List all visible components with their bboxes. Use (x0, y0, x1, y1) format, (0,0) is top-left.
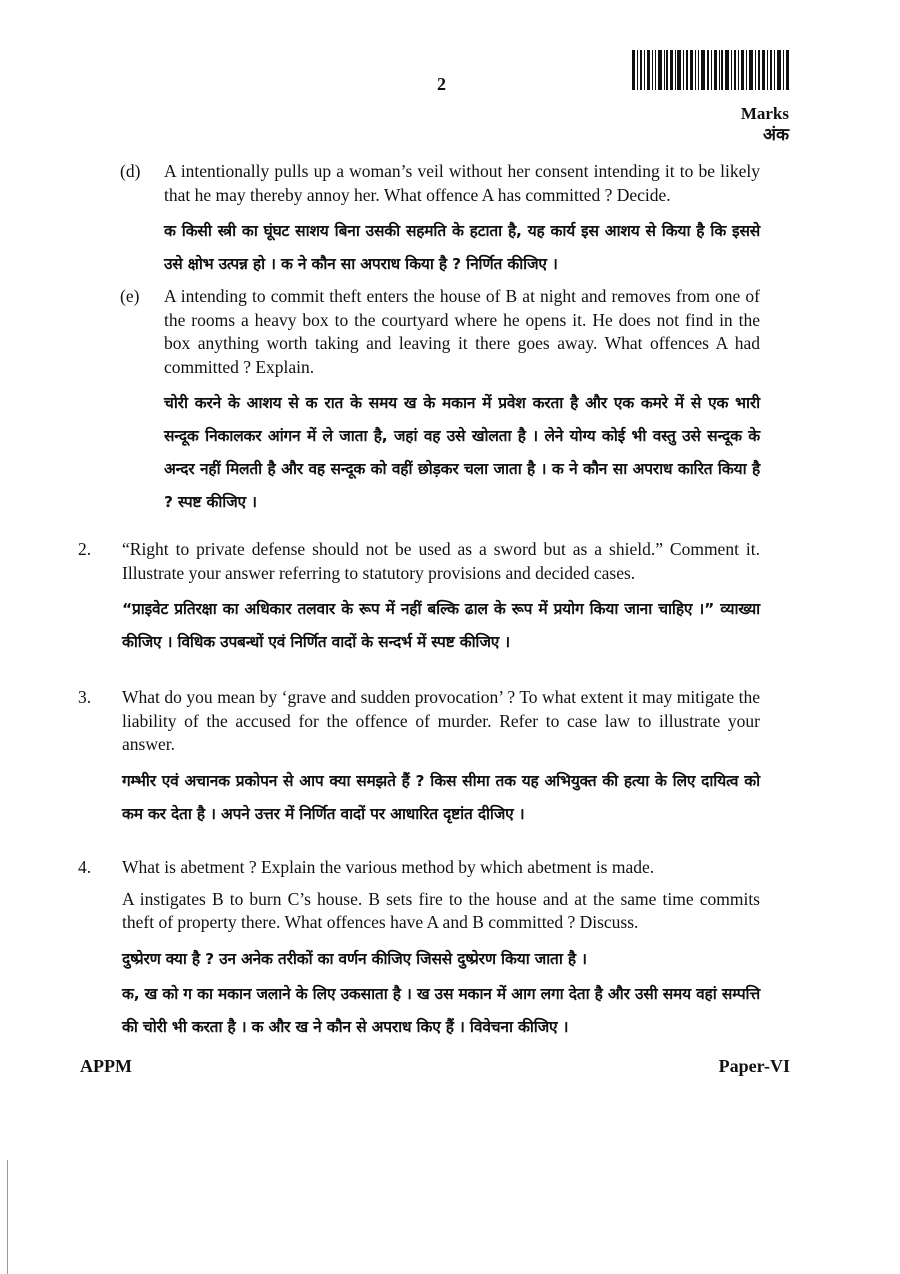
question-text-en: A intending to commit theft enters the house of B at night and removes from one of the rooms a heavy box to the courtyard where he opens it. He does not find in the box anything worth taking and leaving it there goes away. What offences A had committed ? Explain. (164, 286, 760, 377)
page-number: 2 (437, 74, 446, 94)
question-number: 4. (78, 857, 92, 877)
question-text-hi: चोरी करने के आशय से क रात के समय ख के मकान में प्रवेश करता है और एक कमरे में से एक भारी सन्दूक निकालकर आंगन में ले जाता है, जहां वह उसे खोलता है । लेने योग्य कोई भी वस्तु उसे सन्दूक के अन्दर नहीं मिलती है और वह सन्दूक को वहीं छोड़कर चला जाता है । क ने कौन सा अपराध कारित किया है ? स्पष्ट कीजिए । (164, 394, 760, 511)
question-label: (d) (120, 161, 141, 181)
scan-edge-line (7, 1160, 8, 1274)
question-number: 2. (78, 539, 92, 559)
question-label: (e) (120, 286, 140, 306)
question-text-hi: गम्भीर एवं अचानक प्रकोपन से आप क्या समझते हैं ? किस सीमा तक यह अभियुक्त की हत्या के लिए दायित्व को कम कर देता है । अपने उत्तर में निर्णित वादों पर आधारित दृष्टांत दीजिए । (122, 771, 760, 823)
question-text-hi: दुष्प्रेरण क्या है ? उन अनेक तरीकों का वर्णन कीजिए जिससे दुष्प्रेरण किया जाता है । (122, 949, 587, 968)
marks-label-hi: अंक (762, 125, 789, 144)
question-text-hi: “प्राइवेट प्रतिरक्षा का अधिकार तलवार के रूप में नहीं बल्कि ढाल के रूप में प्रयोग किया जाना चाहिए ।” व्याख्या कीजिए । विधिक उपबन्धों एवं निर्णित वादों के सन्दर्भ में स्पष्ट कीजिए । (122, 600, 760, 651)
footer-paper: Paper-VI (718, 1056, 790, 1076)
question-text-en: “Right to private defense should not be used as a sword but as a shield.” Comment it. Illustrate your answer referring to statutory provisions and decided cases. (122, 539, 760, 583)
footer-code: APPM (80, 1056, 132, 1076)
marks-header (741, 103, 789, 145)
question-text-en: What is abetment ? Explain the various method by which abetment is made. (122, 857, 655, 877)
question-number: 3. (78, 687, 92, 707)
question-illustration-en: A instigates B to burn C’s house. B sets fire to the house and at the same time commits theft of property there. What offences have A and B committed ? Discuss. (122, 888, 760, 932)
marks-label-en: Marks (740, 104, 789, 123)
question-text-en: What do you mean by ‘grave and sudden provocation’ ? To what extent it may mitigate the liability of the accused for the offence of murder. Refer to case law to illustrate your answer. (122, 687, 760, 754)
barcode (632, 50, 789, 90)
question-text-en: A intentionally pulls up a woman’s veil without her consent intending it to be likely that he may thereby annoy her. What offence A has committed ? Decide. (164, 161, 760, 205)
question-text-hi: क किसी स्त्री का घूंघट साशय बिना उसकी सहमति के हटाता है, यह कार्य इस आशय से किया है कि इससे उसे क्षोभ उत्पन्न हो । क ने कौन सा अपराध किया है ? निर्णित कीजिए । (164, 222, 760, 273)
question-illustration-hi: क, ख को ग का मकान जलाने के लिए उकसाता है । ख उस मकान में आग लगा देता है और उसी समय वहां सम्पत्ति की चोरी भी करता है । क और ख ने कौन से अपराध किए हैं । विवेचना कीजिए । (122, 984, 760, 1036)
